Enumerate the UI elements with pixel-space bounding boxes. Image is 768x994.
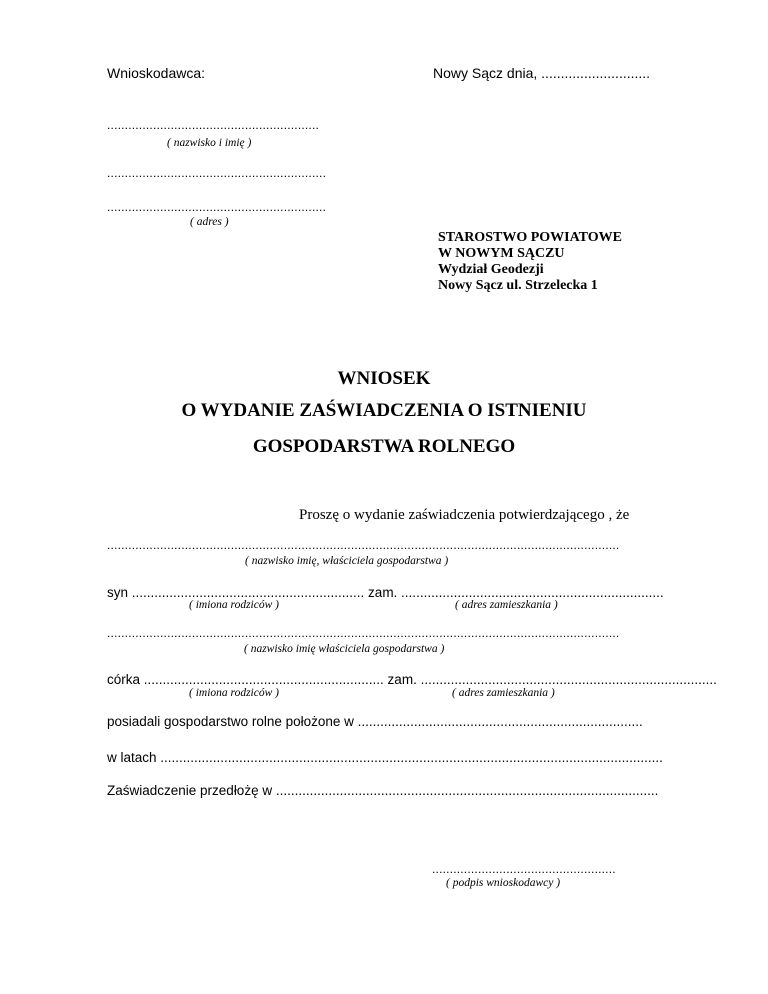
daughter-line[interactable]: córka ................................................................ zam. ............................................................................... xyxy=(107,672,717,687)
signature-hint: ( podpis wnioskodawcy ) xyxy=(446,877,561,889)
applicant-name-hint: ( nazwisko i imię ) xyxy=(167,137,252,149)
daughter-address-hint: ( adres zamieszkania ) xyxy=(452,687,555,699)
title-line-2: O WYDANIE ZAŚWIADCZENIA O ISTNIENIU xyxy=(181,400,587,421)
applicant-address-field-1[interactable]: .............................................................. xyxy=(107,166,327,180)
son-parents-hint: ( imiona rodziców ) xyxy=(189,599,279,611)
years-line[interactable]: w latach ...................................................................................................................................... xyxy=(107,750,663,765)
son-address-hint: ( adres zamieszkania ) xyxy=(455,599,558,611)
title-line-1: WNIOSEK xyxy=(337,368,431,389)
place-date-line[interactable]: Nowy Sącz dnia, ............................ xyxy=(433,65,651,81)
applicant-name-field[interactable]: ............................................................ xyxy=(107,118,320,132)
recipient-line-1: STAROSTWO POWIATOWE xyxy=(438,230,622,245)
submit-to-line[interactable]: Zaświadczenie przedłożę w ...................................................................................................... xyxy=(107,783,659,798)
location-line[interactable]: posiadali gospodarstwo rolne położone w ............................................................................ xyxy=(107,714,643,729)
request-text: Proszę o wydanie zaświadczenia potwierdzającego , że xyxy=(299,507,630,523)
owner1-name-field[interactable]: ................................................................................................................................................. xyxy=(107,538,620,552)
title-line-3: GOSPODARSTWA ROLNEGO xyxy=(252,436,516,457)
recipient-line-4: Nowy Sącz ul. Strzelecka 1 xyxy=(438,278,598,293)
signature-field[interactable]: .................................................... xyxy=(432,862,616,876)
recipient-line-2: W NOWYM SĄCZU xyxy=(438,246,565,261)
owner2-name-hint: ( nazwisko imię właściciela gospodarstwa ) xyxy=(244,643,445,655)
applicant-address-field-2[interactable]: .............................................................. xyxy=(107,200,327,214)
applicant-label: Wnioskodawca: xyxy=(107,65,206,81)
applicant-address-hint: ( adres ) xyxy=(190,216,229,228)
owner1-name-hint: ( nazwisko imię, właściciela gospodarstwa ) xyxy=(245,555,449,567)
daughter-parents-hint: ( imiona rodziców ) xyxy=(189,687,279,699)
owner2-name-field[interactable]: ................................................................................................................................................. xyxy=(107,626,620,640)
son-line[interactable]: syn .............................................................. zam. ...................................................................... xyxy=(107,585,664,600)
recipient-line-3: Wydział Geodezji xyxy=(438,262,544,277)
